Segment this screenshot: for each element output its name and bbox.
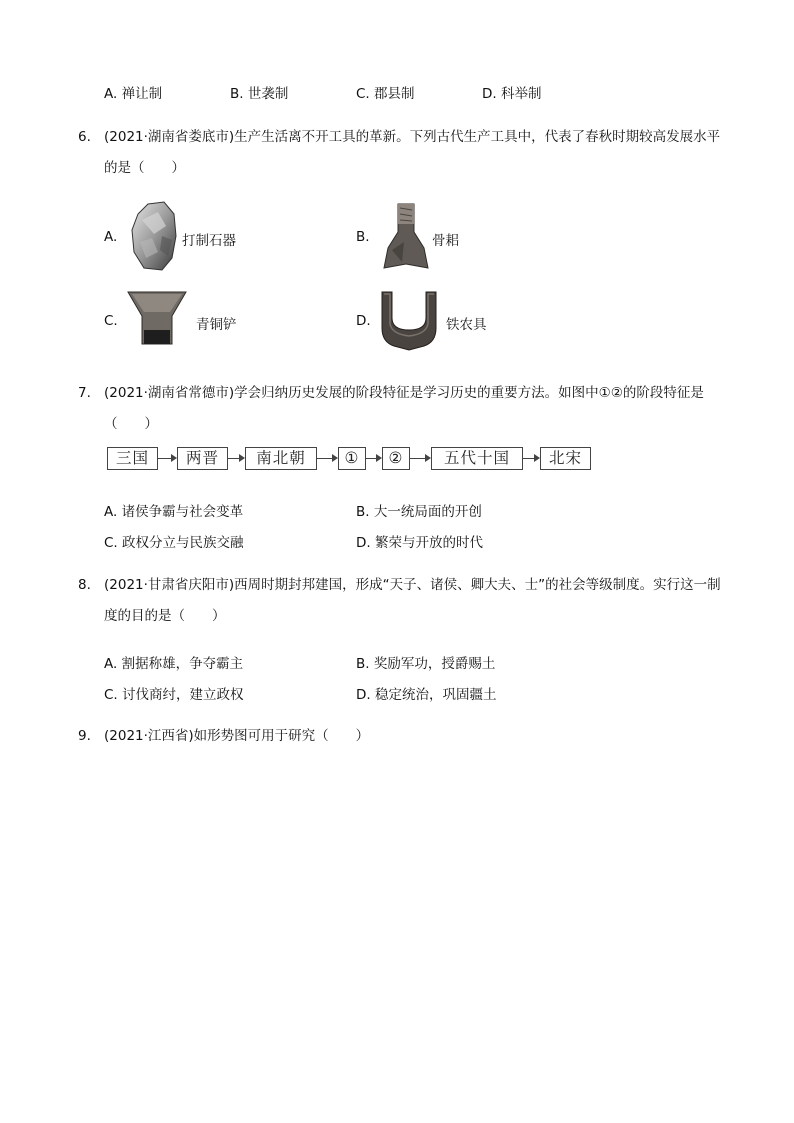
q6-option-d-letter: D. [356,313,371,329]
q7-option-d: D. 繁荣与开放的时代 [356,535,483,551]
chain-box-nanbeichao: 南北朝 [245,447,317,470]
chain-arrow-icon [317,458,336,459]
chain-box-1: ① [338,447,366,470]
q5-option-d: D. 科举制 [482,86,542,102]
q6-option-a-letter: A. [104,229,118,245]
chain-arrow-icon [410,458,429,459]
q8-option-d: D. 稳定统治，巩固疆土 [356,687,497,703]
q8-number: 8. [78,577,91,593]
q8-option-a: A. 割据称雄，争夺霸主 [104,656,244,672]
stone-tool-icon [128,200,180,272]
q5-option-a: A. 禅让制 [104,86,163,102]
q5-option-b: B. 世袭制 [230,86,289,102]
chain-box-liangjin: 两晋 [177,447,228,470]
q6-option-a-caption: 打制石器 [182,233,236,249]
q8-option-c: C. 讨伐商纣，建立政权 [104,687,244,703]
chain-box-2: ② [382,447,410,470]
q7-option-a: A. 诸侯争霸与社会变革 [104,504,244,520]
bone-spade-icon [380,202,432,272]
q6-option-b-caption: 骨耜 [432,233,459,249]
q6-option-c-caption: 青铜铲 [196,317,237,333]
chain-arrow-icon [366,458,380,459]
q9-stem: (2021·江西省)如形势图可用于研究（ ） [104,728,370,744]
q8-option-b: B. 奖励军功，授爵赐土 [356,656,496,672]
chain-box-beisong: 北宋 [540,447,591,470]
q9-number: 9. [78,728,91,744]
q8-stem: (2021·甘肃省庆阳市)西周时期封邦建国，形成“天子、诸侯、卿大夫、士”的社会等级制度。实行这一制度的目的是（ ） [104,577,721,624]
q5-option-c: C. 郡县制 [356,86,415,102]
q7-number: 7. [78,385,91,401]
q6-option-d-caption: 铁农具 [446,317,487,333]
q7-option-c: C. 政权分立与民族交融 [104,535,244,551]
chain-box-sanguo: 三国 [107,447,158,470]
bronze-shovel-icon [126,288,188,350]
chain-arrow-icon [523,458,538,459]
chain-arrow-icon [158,458,175,459]
chain-box-wudaishiguo: 五代十国 [431,447,523,470]
q6-stem: (2021·湖南省娄底市)生产生活离不开工具的革新。下列古代生产工具中，代表了春秋时期较高发展水平的是（ ） [104,129,721,176]
q6-option-b-letter: B. [356,229,370,245]
q6-number: 6. [78,129,91,145]
chain-arrow-icon [228,458,243,459]
q7-stem: (2021·湖南省常德市)学会归纳历史发展的阶段特征是学习历史的重要方法。如图中①②的阶段特征是（ ） [104,385,704,432]
q7-option-b: B. 大一统局面的开创 [356,504,482,520]
iron-tool-icon [378,288,440,352]
q6-option-c-letter: C. [104,313,118,329]
